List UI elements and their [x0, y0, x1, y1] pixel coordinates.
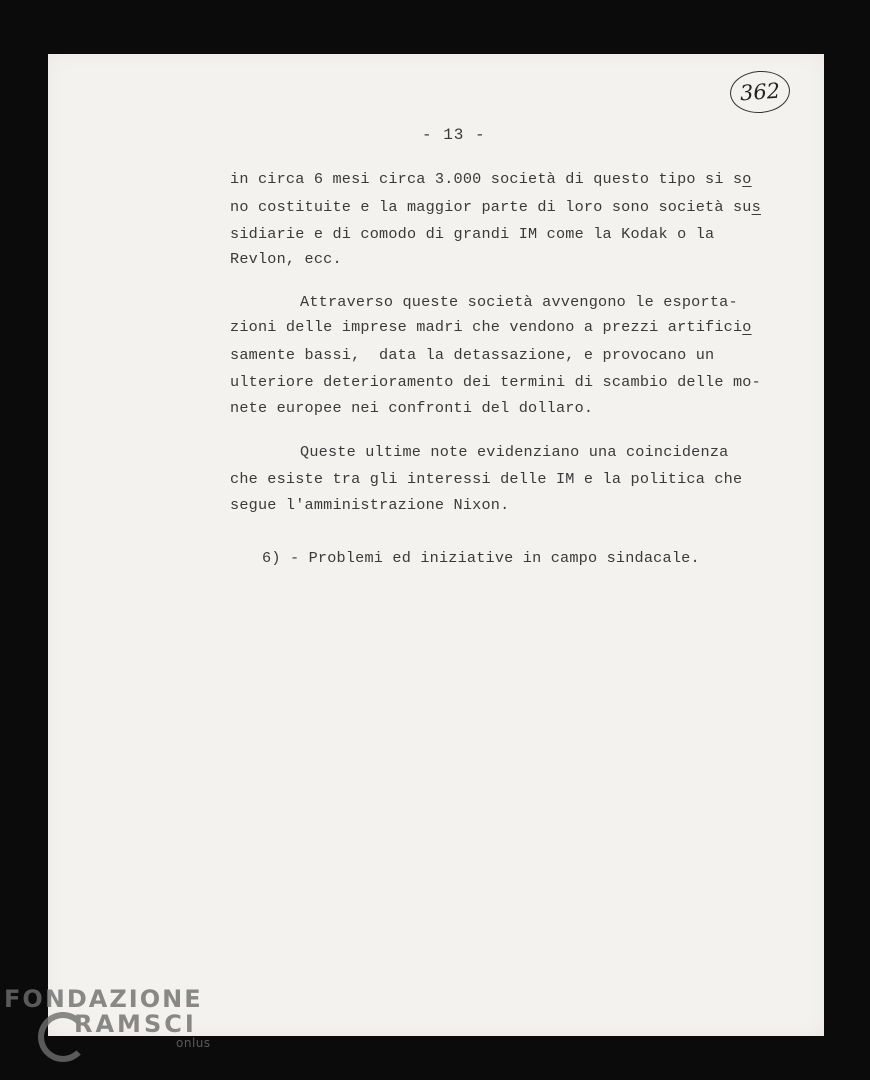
text-line: Queste ultime note evidenziano una coincidenza	[300, 443, 729, 461]
text-line: no costituite e la maggior parte di loro sono società sus	[230, 198, 761, 216]
archive-number-stamp: 362	[729, 69, 792, 115]
text-line: samente bassi, data la detassazione, e provocano un	[230, 346, 715, 364]
text-line: che esiste tra gli interessi delle IM e la politica che	[230, 470, 743, 488]
text-line: Attraverso queste società avvengono le esporta-	[300, 293, 738, 311]
text-line: Revlon, ecc.	[230, 250, 342, 268]
foundation-logo: FONDAZIONE RAMSCI onlus	[4, 986, 211, 1050]
text-line: in circa 6 mesi circa 3.000 società di questo tipo si so	[230, 170, 752, 188]
text-line: zioni delle imprese madri che vendono a prezzi artificio	[230, 318, 752, 336]
text-line: ulteriore deterioramento dei termini di scambio delle mo-	[230, 373, 761, 391]
text-line: nete europee nei confronti del dollaro.	[230, 399, 594, 417]
section-heading: 6) - Problemi ed iniziative in campo sindacale.	[262, 549, 700, 567]
text-line: sidiarie e di comodo di grandi IM come la Kodak o la	[230, 225, 715, 243]
page-number: - 13 -	[422, 126, 486, 144]
text-line: segue l'amministrazione Nixon.	[230, 496, 510, 514]
logo-g-icon	[38, 1012, 88, 1062]
